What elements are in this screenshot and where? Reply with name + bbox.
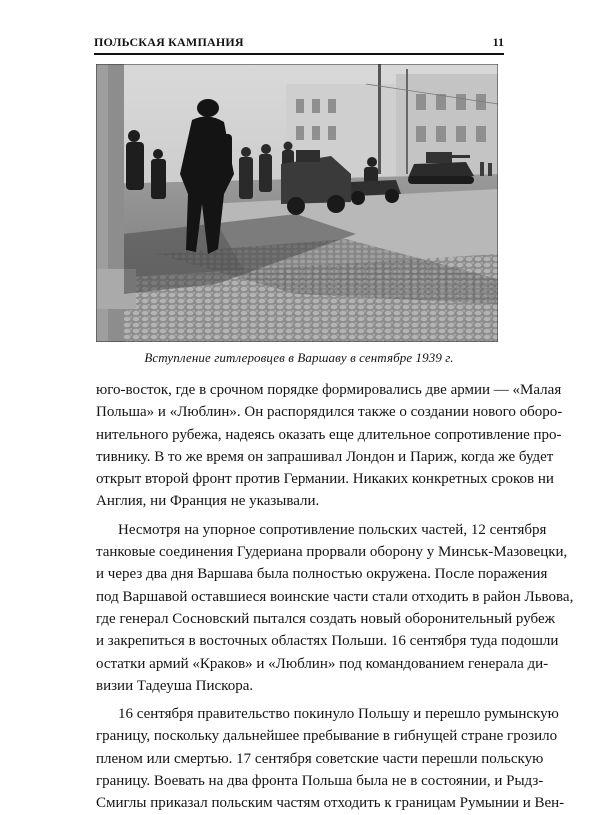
text-line: юго-восток, где в срочном порядке формировались две армии — «Малая (96, 382, 562, 398)
text-line: визии Тадеуша Пискора. (96, 677, 254, 694)
text-line: нительного рубежа, надеясь оказать еще длительное сопротивление про- (96, 426, 562, 443)
text-line: и закрепиться в восточных областях Польши. 16 сентября туда подошли (96, 633, 559, 650)
text-line: танковые соединения Гудериана прорвали оборону у Минськ-Мазовецки, (96, 544, 568, 561)
text-line: и через два дня Варшава была полностью окружена. После поражения (96, 566, 548, 583)
text-line: Англия, ни Франция не указывали. (96, 493, 320, 510)
text-line: 16 сентября правительство покинуло Польшу и перешло румынскую (118, 706, 559, 723)
paragraph (96, 703, 565, 814)
paragraph (96, 519, 574, 697)
header-rule (94, 53, 504, 55)
text-line: тивнику. В то же время он запрашивал Лондон и Париж, когда же будет (96, 448, 554, 465)
body-text (96, 379, 574, 815)
historical-photo (96, 64, 498, 342)
section-title: ПОЛЬСКАЯ КАМПАНИЯ (94, 35, 244, 49)
page-number: 11 (492, 35, 504, 49)
text-line: Несмотря на упорное сопротивление польских частей, 12 сентября (118, 521, 547, 538)
text-line: границу, поскольку дальнейшее пребывание в гибнущей стране грозило (96, 728, 558, 745)
text-line: Польша» и «Люблин». Он распорядился также о создании нового оборо- (96, 404, 563, 421)
running-head (94, 34, 504, 52)
text-line: пленом или смертью. 17 сентября советские части перешли польскую (96, 750, 544, 767)
text-line: где генерал Сосновский пытался создать новый оборонительный рубеж (96, 610, 555, 627)
text-line: границу. Воевать на два фронта Польша была не в состоянии, и Рыдз- (96, 773, 544, 790)
paragraph (96, 379, 563, 513)
text-line: Смиглы приказал польским частям отходить к границам Румынии и Вен- (96, 795, 565, 812)
photo-caption: Вступление гитлеровцев в Варшаву в сентябре 1939 г. (144, 350, 454, 365)
text-line: под Варшавой оставшиеся воинские части стали отходить в район Львова, (96, 588, 574, 605)
text-line: остатки армий «Краков» и «Люблин» под командованием генерала ди- (96, 655, 549, 672)
text-line: открыт второй фронт против Германии. Никаких конкретных сроков ни (96, 471, 554, 488)
